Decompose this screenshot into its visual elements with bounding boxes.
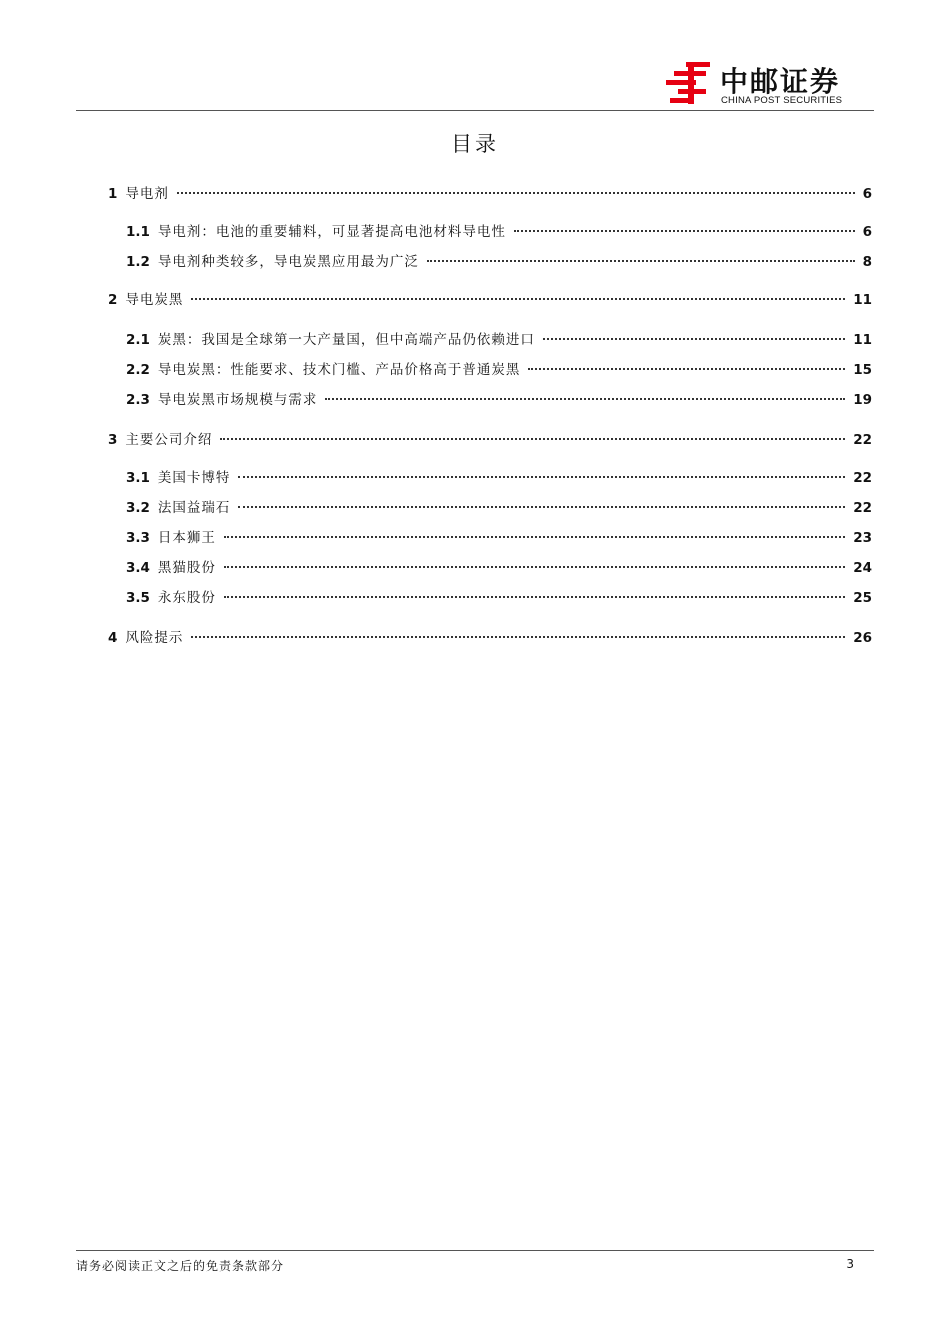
logo-chinese-name: 中邮证券 bbox=[720, 65, 841, 98]
toc-entry-title: 风险提示 bbox=[125, 630, 184, 646]
page-header bbox=[76, 52, 874, 111]
toc-leader-dots bbox=[191, 635, 845, 638]
toc-leader-dots bbox=[224, 535, 845, 538]
toc-entry-page: 22 bbox=[853, 500, 872, 516]
toc-entry-page: 6 bbox=[862, 224, 872, 240]
toc-entry-title: 导电剂：电池的重要辅料，可显著提高电池材料导电性 bbox=[157, 224, 506, 240]
toc-entry-number: 3.3 bbox=[126, 530, 150, 546]
toc-entry-number: 1.1 bbox=[126, 224, 150, 240]
toc-entry-number: 1 bbox=[108, 186, 118, 202]
toc-entry-page: 22 bbox=[853, 432, 872, 448]
toc-entry-number: 3.4 bbox=[126, 560, 150, 576]
toc-entry-title: 导电剂种类较多，导电炭黑应用最为广泛 bbox=[157, 254, 419, 270]
toc-entry-title: 黑猫股份 bbox=[157, 560, 216, 576]
toc-entry-number: 3 bbox=[108, 432, 118, 448]
toc-leader-dots bbox=[427, 259, 855, 262]
page-footer bbox=[76, 1250, 874, 1273]
toc-entry-page: 25 bbox=[853, 590, 872, 606]
toc-entry-page: 11 bbox=[853, 292, 872, 308]
toc-entry[interactable] bbox=[126, 222, 872, 242]
toc-title: 目录 bbox=[451, 132, 499, 156]
toc-entry[interactable] bbox=[108, 290, 872, 310]
toc-entry-number: 4 bbox=[108, 630, 118, 646]
toc-leader-dots bbox=[514, 229, 855, 232]
toc-entry[interactable] bbox=[126, 558, 872, 578]
toc-entry-number: 3.1 bbox=[126, 470, 150, 486]
logo-english-name: CHINA POST SECURITIES bbox=[721, 95, 843, 106]
toc-entry-page: 8 bbox=[862, 254, 872, 270]
toc-leader-dots bbox=[528, 367, 845, 370]
toc-leader-dots bbox=[238, 475, 845, 478]
toc-leader-dots bbox=[325, 397, 845, 400]
toc-entry-page: 23 bbox=[853, 530, 872, 546]
toc-entry-title: 导电炭黑 bbox=[125, 292, 184, 308]
toc-entry-number: 2.2 bbox=[126, 362, 150, 378]
toc-entry-page: 19 bbox=[853, 392, 872, 408]
china-post-logo-icon bbox=[664, 58, 714, 108]
toc-entry-title: 主要公司介绍 bbox=[125, 432, 213, 448]
toc-entry-page: 15 bbox=[853, 362, 872, 378]
toc-entry[interactable] bbox=[108, 184, 872, 204]
toc-entry-page: 6 bbox=[862, 186, 872, 202]
toc-entry-page: 11 bbox=[853, 332, 872, 348]
toc-entry[interactable] bbox=[126, 468, 872, 488]
toc-leader-dots bbox=[191, 297, 845, 300]
toc-entry[interactable] bbox=[126, 588, 872, 608]
toc-leader-dots bbox=[224, 595, 845, 598]
toc-entry-number: 3.5 bbox=[126, 590, 150, 606]
toc-entry[interactable] bbox=[126, 528, 872, 548]
toc-entry-page: 24 bbox=[853, 560, 872, 576]
toc-entry[interactable] bbox=[126, 360, 872, 380]
page-number: 3 bbox=[846, 1257, 854, 1271]
toc-leader-dots bbox=[224, 565, 845, 568]
toc-entry-page: 22 bbox=[853, 470, 872, 486]
toc-leader-dots bbox=[543, 337, 845, 340]
toc-entry-title: 炭黑：我国是全球第一大产量国，但中高端产品仍依赖进口 bbox=[157, 332, 535, 348]
toc-entry[interactable] bbox=[126, 498, 872, 518]
toc-entry[interactable] bbox=[126, 330, 872, 350]
toc-entry-title: 导电剂 bbox=[125, 186, 169, 202]
toc-entry-number: 2.1 bbox=[126, 332, 150, 348]
company-logo bbox=[664, 58, 874, 108]
toc-leader-dots bbox=[220, 437, 845, 440]
toc-entry[interactable] bbox=[108, 430, 872, 450]
toc-entry[interactable] bbox=[126, 252, 872, 272]
toc-entry-title: 美国卡博特 bbox=[157, 470, 231, 486]
toc-entry-title: 永东股份 bbox=[157, 590, 216, 606]
toc-entry-number: 1.2 bbox=[126, 254, 150, 270]
toc-entry-title: 法国益瑞石 bbox=[157, 500, 231, 516]
toc-leader-dots bbox=[238, 505, 845, 508]
toc-entry-title: 导电炭黑市场规模与需求 bbox=[157, 392, 318, 408]
disclaimer-note: 请务必阅读正文之后的免责条款部分 bbox=[76, 1259, 285, 1273]
toc-entry[interactable] bbox=[126, 390, 872, 410]
toc-entry-title: 日本狮王 bbox=[157, 530, 216, 546]
toc-entry-number: 3.2 bbox=[126, 500, 150, 516]
toc-entry-page: 26 bbox=[853, 630, 872, 646]
toc-entry-title: 导电炭黑：性能要求、技术门槛、产品价格高于普通炭黑 bbox=[157, 362, 521, 378]
toc-leader-dots bbox=[177, 191, 855, 194]
toc-entry-number: 2 bbox=[108, 292, 118, 308]
toc-entry[interactable] bbox=[108, 628, 872, 648]
toc-entry-number: 2.3 bbox=[126, 392, 150, 408]
